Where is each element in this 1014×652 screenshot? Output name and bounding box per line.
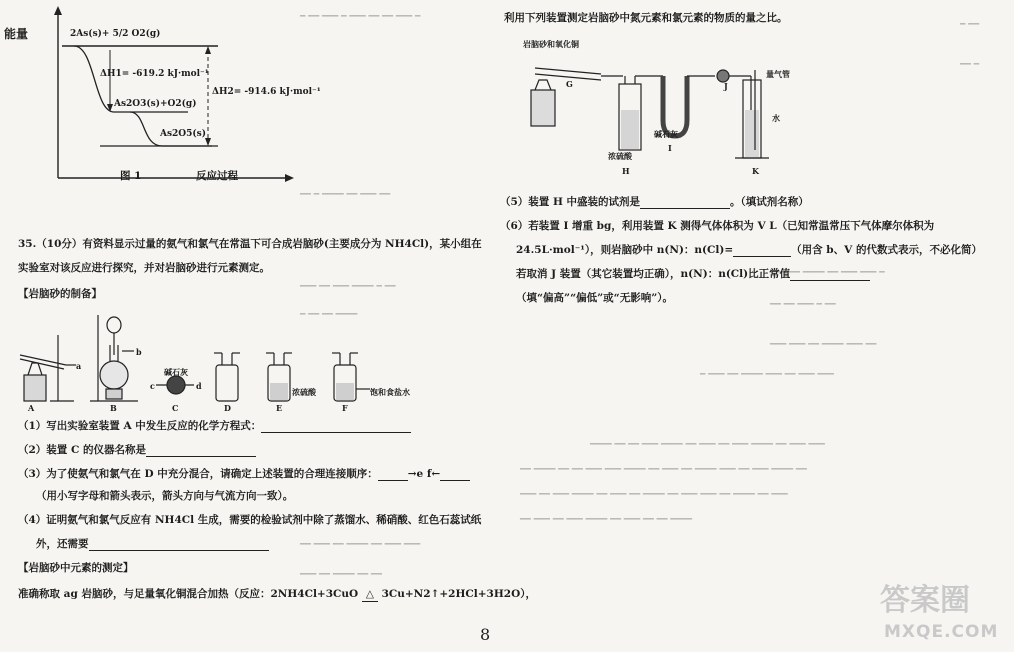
gas-tube-label: 量气管	[766, 69, 790, 79]
note-conc-sulfuric: 浓硫酸	[292, 387, 316, 397]
answer-blank-6b[interactable]	[790, 280, 870, 281]
right-heading: 利用下列装置测定岩脑砂中氮元素和氯元素的物质的量之比。	[504, 12, 788, 24]
energy-axis-label: 能量	[4, 27, 29, 41]
measurement-apparatus-svg	[515, 40, 815, 180]
label-I: I	[668, 143, 672, 153]
item-2	[18, 444, 256, 457]
item-3	[18, 468, 470, 481]
label-E: E	[276, 403, 283, 413]
item-5	[500, 196, 809, 209]
q35-intro-line1: 35.（10分）有资料显示过量的氨气和氯气在常温下可合成岩脑砂(主要成分为 NH4Cl)，某小组在	[18, 238, 482, 250]
item-6-line4: （填“偏高”“偏低”或“无影响”）。	[516, 292, 673, 304]
item-6-text-a: 24.5L·mol⁻¹），则岩脑砂中 n(N)：n(Cl)=	[516, 244, 734, 256]
q35-intro-line2: 实验室对该反应进行探究，并对岩脑砂进行元素测定。	[18, 262, 270, 274]
note-d: d	[196, 381, 202, 391]
apparatus-svg	[10, 305, 430, 415]
measure-line	[18, 588, 536, 602]
note-sat-brine: 饱和食盐水	[370, 387, 410, 397]
water-label: 水	[772, 113, 780, 123]
dh2-label: ΔH2= -914.6 kJ·mol⁻¹	[212, 87, 321, 97]
label-H: H	[622, 166, 630, 176]
answer-blank-1[interactable]	[261, 432, 411, 433]
watermark-url: MXQE.COM	[884, 622, 999, 642]
item-3-hint: （用小写字母和箭头表示，箭头方向与气流方向一致）。	[36, 490, 294, 502]
label-B: B	[110, 403, 117, 413]
item-4-text: 外，还需要	[36, 538, 89, 550]
item-3-mid: →e f←	[407, 468, 441, 480]
label-F: F	[342, 403, 348, 413]
answer-blank-5[interactable]	[640, 208, 730, 209]
answer-blank-2[interactable]	[146, 456, 256, 457]
label-J: J	[724, 81, 728, 91]
watermark-logo: 答案圈	[880, 583, 970, 618]
item-6-text-b: （用含 b、V 的代数式表示，不必化简）	[791, 244, 982, 256]
item-6-line1: （6）若装置 I 增重 bg，利用装置 K 测得气体体积为 V L（已知常温常压下气体摩尔体积为	[500, 220, 935, 232]
answer-blank-4[interactable]	[89, 550, 269, 551]
label-G: G	[566, 79, 573, 89]
item-1	[18, 420, 411, 433]
label-A: A	[28, 403, 35, 413]
sample-label: 岩脑砂和氧化铜	[523, 39, 579, 49]
label-D: D	[224, 403, 231, 413]
label-K: K	[752, 166, 759, 176]
exam-page: ━ ━━ ━━━ ━ ━━━ ━━ ━━ ━━━ ━ ━━ ━ ━━━━ ━━ ━━━ ━━ ━━━ ━━ ━━━ ━━━━ ━ ━━ ━ ━━ ━━ ━━━━ ━━━ ━━ ━━━━ ━━ ━━━ ━━━ ━ ━━ ━━ ━━━ ━ ━━ ━━━ ━━━ ━━ ━━━━ ━━━ ━━ ━ ━━━ ━━ ━━━━ ━━━ ━━ ━━━ ━━━ ━━━━ ━━ ━━ ━━━ ━━━━ ━━ ━━━ ━━ ━━━ ━━━━ ━━ ━━━ ━━━ ━━ ━━━━ ━━ ━━ ━━━ ━━━ ━━━━ ━━ ━━━ ━━ ━━━━ ━━━ ━━ ━━━ ━━━━ ━━ ━━━ ━━ ━━━ ━━━━ ━━ ━━━ ━━ ━━━━ ━━ ━━━ ━━━ ━━ ━━━━ ━━ ━━━ ━━ ━━━ ━━ ━━━ ━━━━ ━━ ━━━ ━━ ━━ ━━━━ ━━ ━━━ ━━ ━━━━ ━━ ━━━ ━━━ ━━━ ━━ ━━━━ ━━ ━━ ━ ━━ ━━ ━ 能量 2As(s)+ 5/2 O2(g) ΔH1= -619.2 kJ·mol⁻¹ ΔH2= -914.6 kJ·mol⁻¹ As2O3(s)+O2(g) As2O5(s) 图 1 反应过程 35.（10分）有资料显示过量的氨气和氯气在常温下可合成岩脑砂(主要成分为 NH4Cl)，某小组在 实验室对该反应进行探究，并对岩脑砂进行元素测定。 【岩脑砂的制备】 A B C D E F a b c d 碱石灰 浓硫酸 饱和食盐水 （1）写出实验室装置 A 中发生反应的化学方程式： （2）装置 C 的仪器名称是 （3）为了使氨气和氯气在 D 中充分混合，请确定上述装置的合理连接顺序： →e f← （用小写字母和箭头表示，箭头方向与气流方向一致）。 （4）证明氨气和氯气反应有 NH4Cl 生成，需要的检验试剂中除了蒸馏水、稀硝酸、红色石蕊试纸 外，还需要 【岩脑砂中元素的测定】 准确称取 ag 岩脑砂，与足量氧化铜混合加热（反应：2NH4Cl+3CuO △ 3Cu+N2↑+2HCl+3H2O）， 利用下列装置测定岩脑砂中氮元素和氯元素的物质的量之比。 岩脑砂和氧化铜 G 浓硫酸 H 碱石灰 I J 量气管 水 K （5）装置 H 中盛装的试剂是 。（填试剂名称） （6）若装置 I 增重 bg，利用装置 K 测得气体体积为 V L（已知常温常压下气体摩尔体积为 24.5L·mol⁻¹），则岩脑砂中 n(N)：n(Cl)= （用含 b、V 的代数式表示，不必化简） 若取消 J 装置（其它装置均正确），n(N)：n(Cl)比正常值 （填“偏高”“偏低”或“无影响”）。 8 答案圈 MXQE.COM	[0, 0, 1014, 652]
top-state-label: 2As(s)+ 5/2 O2(g)	[70, 29, 161, 39]
mid-state-label: As2O3(s)+O2(g)	[114, 99, 197, 109]
measure-text: 准确称取 ag 岩脑砂，与足量氧化铜混合加热（反应：2NH4Cl+3CuO	[18, 588, 359, 600]
item-4-line2	[36, 538, 269, 551]
note-b: b	[136, 347, 142, 357]
answer-blank-3b[interactable]	[440, 480, 470, 481]
item-5-hint: 。（填试剂名称）	[730, 196, 809, 208]
bottom-state-label: As2O5(s)	[160, 129, 206, 139]
reaction-progress-label: 反应过程	[196, 170, 238, 182]
item-1-text: （1）写出实验室装置 A 中发生反应的化学方程式：	[18, 420, 262, 432]
section-preparation-heading: 【岩脑砂的制备】	[18, 288, 102, 300]
figure-label: 图 1	[120, 170, 142, 182]
section-measure-heading: 【岩脑砂中元素的测定】	[18, 562, 134, 574]
label-C: C	[172, 403, 179, 413]
item-2-text: （2）装置 C 的仪器名称是	[18, 444, 146, 456]
item-4-line1: （4）证明氨气和氯气反应有 NH4Cl 生成，需要的检验试剂中除了蒸馏水、稀硝酸、红色石蕊试纸	[18, 514, 482, 526]
answer-blank-6a[interactable]	[733, 256, 791, 257]
conc-sulfuric-label: 浓硫酸	[608, 151, 632, 161]
item-6-line2	[516, 244, 982, 257]
heat-condition: △	[362, 588, 378, 602]
measure-products: 3Cu+N2↑+2HCl+3H2O），	[381, 588, 536, 600]
note-a: a	[76, 361, 82, 371]
answer-blank-3a[interactable]	[378, 480, 408, 481]
item-6-text-c: 若取消 J 装置（其它装置均正确），n(N)：n(Cl)比正常值	[516, 268, 791, 280]
alkali-lime-label-right: 碱石灰	[654, 129, 678, 139]
note-c: c	[150, 381, 155, 391]
item-5-text: （5）装置 H 中盛装的试剂是	[500, 196, 641, 208]
item-3-text: （3）为了使氨气和氯气在 D 中充分混合，请确定上述装置的合理连接顺序：	[18, 468, 378, 480]
item-6-line3	[516, 268, 870, 281]
note-alkali-lime: 碱石灰	[164, 367, 188, 377]
dh1-label: ΔH1= -619.2 kJ·mol⁻¹	[100, 69, 209, 79]
page-number: 8	[480, 625, 491, 644]
